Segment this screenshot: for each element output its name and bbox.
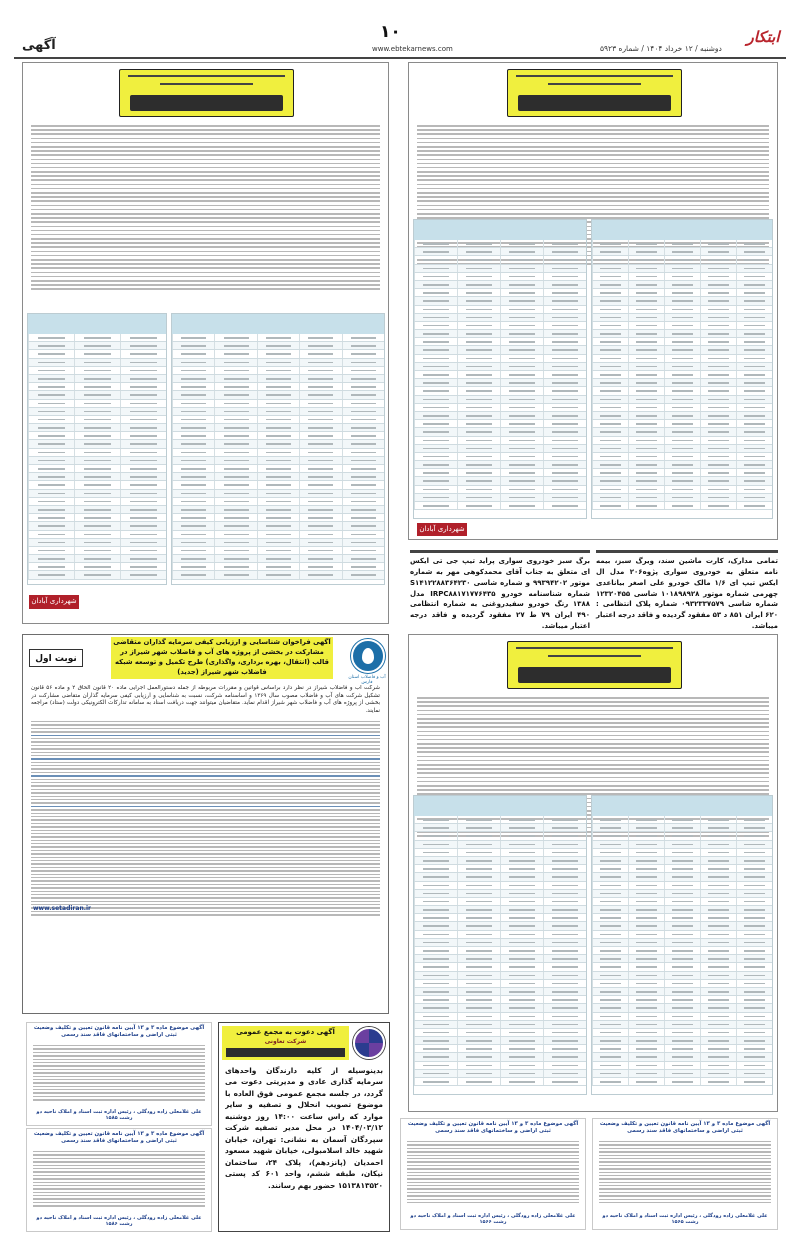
- registry-notice: [400, 1118, 586, 1230]
- table-row: [172, 531, 384, 539]
- table-row: [414, 273, 586, 281]
- table-row: [592, 477, 772, 485]
- table-row: [414, 906, 586, 914]
- table-row: [172, 465, 384, 473]
- table-row: [592, 486, 772, 494]
- table-row: [414, 363, 586, 371]
- table-row: [414, 314, 586, 322]
- registry-signature: علی غلامعلی زاده رودگلی ، رئیس اداره ثبت اسناد و املاک ناحیه دو رشت ۱۵۸۶: [36, 1215, 202, 1227]
- table-row: [414, 939, 586, 947]
- table-row: [414, 502, 586, 510]
- table-row: [592, 1029, 772, 1037]
- table-row: [592, 306, 772, 314]
- table-row: [592, 939, 772, 947]
- tender-table-right-d: [591, 795, 773, 1095]
- table-row: [592, 1062, 772, 1070]
- table-row: [592, 314, 772, 322]
- table-row: [28, 342, 166, 350]
- water-company-logo-label: آب و فاضلاب استان فارس: [348, 675, 386, 685]
- table-row: [28, 473, 166, 481]
- table-row: [414, 1013, 586, 1021]
- table-row: [414, 477, 586, 485]
- table-row: [592, 898, 772, 906]
- table-row: [414, 1021, 586, 1029]
- page-number: ۱۰: [380, 22, 401, 42]
- table-row: [592, 322, 772, 330]
- table-row: [592, 972, 772, 980]
- table-row: [28, 350, 166, 358]
- table-row: [414, 890, 586, 898]
- table-row: [414, 461, 586, 469]
- table-row: [414, 832, 586, 840]
- registry-signature: علی غلامعلی زاده رودگلی ، رئیس اداره ثبت اسناد و املاک ناحیه دو رشت ۱۵۶۶: [410, 1213, 576, 1225]
- table-row: [28, 375, 166, 383]
- table-row: [414, 996, 586, 1004]
- table-row: [414, 289, 586, 297]
- table-row: [592, 824, 772, 832]
- table-row: [592, 1053, 772, 1061]
- table-row: [592, 931, 772, 939]
- table-row: [414, 1037, 586, 1045]
- table-row: [592, 396, 772, 404]
- table-row: [592, 963, 772, 971]
- table-row: [28, 490, 166, 498]
- table-row: [592, 857, 772, 865]
- table-row: [414, 816, 586, 824]
- table-row: [172, 375, 384, 383]
- header-rule: [14, 57, 786, 59]
- table-row: [592, 330, 772, 338]
- table-row: [414, 1029, 586, 1037]
- table-row: [414, 453, 586, 461]
- table-row: [592, 988, 772, 996]
- table-row: [28, 334, 166, 342]
- table-row: [172, 432, 384, 440]
- assembly-company-logo: [353, 1027, 385, 1059]
- table-row: [172, 473, 384, 481]
- table-row: [592, 371, 772, 379]
- table-row: [28, 367, 166, 375]
- table-row: [414, 428, 586, 436]
- table-row: [592, 420, 772, 428]
- assembly-notice-header: [222, 1026, 349, 1060]
- table-row: [414, 297, 586, 305]
- table-row: [592, 832, 772, 840]
- table-row: [172, 400, 384, 408]
- table-row: [172, 334, 384, 342]
- table-row: [592, 980, 772, 988]
- table-row: [592, 849, 772, 857]
- table-row: [414, 248, 586, 256]
- table-row: [414, 898, 586, 906]
- tender-header-banner: [119, 69, 294, 117]
- table-row: [592, 1004, 772, 1012]
- table-row: [28, 481, 166, 489]
- table-row: [172, 424, 384, 432]
- table-row: [414, 240, 586, 248]
- table-row: [592, 906, 772, 914]
- table-row: [414, 355, 586, 363]
- municipality-seal: شهرداری آبادان: [29, 595, 79, 609]
- tender-table-right-a: [413, 219, 587, 519]
- registry-notice-title: آگهی موضوع ماده ۳ و ۱۳ آیین نامه قانون تعیین و تکلیف وضعیت ثبتی اراضی و ساختمانهای فاقد سند رسمی: [33, 1131, 205, 1145]
- table-row: [414, 849, 586, 857]
- vehicle-notice-2: برگ سبز خودروی سواری پراید تیپ جی تی ایکس ای متعلق به جناب آقای محمدکوهی مهر به شماره موتور ۹۹۳۹۴۲۰۲ و شماره شاسی S۱۴۱۲۲۸۸۳۶۴۲۳۰ شماره شناسنامه خودرو IRPC۸۸۱۷۱۷۷۶۴۳۵ مدل ۱۳۸۸ رنگ خودرو سفیدروغنی به شماره انتظامی ۴۹۰ ایران ۷۹ ط ۲۷ مفقود گردیده و فاقد درجه اعتبار میباشد.: [410, 550, 590, 630]
- table-row: [414, 404, 586, 412]
- table-row: [172, 563, 384, 571]
- registry-signature: علی غلامعلی زاده رودگلی ، رئیس اداره ثبت اسناد و املاک ناحیه دو رشت ۱۵۸۵: [36, 1109, 202, 1121]
- registry-notice-title: آگهی موضوع ماده ۳ و ۱۳ آیین نامه قانون تعیین و تکلیف وضعیت ثبتی اراضی و ساختمانهای فاقد سند رسمی: [599, 1121, 771, 1135]
- table-row: [414, 955, 586, 963]
- table-row: [172, 522, 384, 530]
- table-row: [28, 359, 166, 367]
- table-row: [414, 306, 586, 314]
- table-row: [172, 416, 384, 424]
- table-row: [28, 383, 166, 391]
- table-row: [172, 350, 384, 358]
- table-row: [414, 256, 586, 264]
- table-row: [28, 449, 166, 457]
- registry-notice: [26, 1128, 212, 1232]
- tender-table-right-c: [413, 795, 587, 1095]
- tender-body-text: [31, 125, 380, 305]
- table-row: [414, 865, 586, 873]
- table-row: [414, 265, 586, 273]
- table-row: [28, 408, 166, 416]
- table-row: [414, 1045, 586, 1053]
- registry-signature: علی غلامعلی زاده رودگلی ، رئیس اداره ثبت اسناد و املاک ناحیه دو رشت ۱۵۶۵: [602, 1213, 768, 1225]
- table-row: [414, 281, 586, 289]
- table-row: [414, 824, 586, 832]
- table-row: [592, 248, 772, 256]
- table-row: [592, 297, 772, 305]
- tender-notice-right-bottom: [408, 634, 778, 1112]
- water-tender-title: آگهی فراخوان شناسایی و ارزیابی کیفی سرمایه گذاران متقاضی مشارکت در بخشی از پروژه های آب و فاضلاب شهر شیراز در قالب (انتقال، بهره برداری، واگذاری) طرح تکمیل و توسعه شبکه فاضلاب شهر شیراز (جدید): [113, 638, 331, 676]
- table-row: [592, 1070, 772, 1078]
- table-row: [172, 408, 384, 416]
- table-row: [172, 571, 384, 579]
- table-row: [592, 445, 772, 453]
- table-row: [592, 437, 772, 445]
- table-row: [414, 494, 586, 502]
- tender-table-left-b: [171, 313, 385, 585]
- table-row: [592, 428, 772, 436]
- table-row: [414, 445, 586, 453]
- table-row: [172, 481, 384, 489]
- table-row: [414, 873, 586, 881]
- table-row: [414, 947, 586, 955]
- table-row: [592, 1013, 772, 1021]
- table-row: [592, 1021, 772, 1029]
- table-row: [414, 914, 586, 922]
- table-row: [414, 1053, 586, 1061]
- table-row: [592, 379, 772, 387]
- table-row: [592, 412, 772, 420]
- table-row: [28, 432, 166, 440]
- table-row: [28, 547, 166, 555]
- water-company-logo: [351, 639, 385, 673]
- table-row: [172, 506, 384, 514]
- table-row: [592, 289, 772, 297]
- table-row: [592, 890, 772, 898]
- table-row: [172, 547, 384, 555]
- table-row: [172, 498, 384, 506]
- section-title: آگهی: [22, 38, 56, 53]
- table-row: [28, 400, 166, 408]
- table-row: [28, 571, 166, 579]
- table-row: [592, 996, 772, 1004]
- table-row: [172, 383, 384, 391]
- table-row: [414, 412, 586, 420]
- table-row: [28, 416, 166, 424]
- table-row: [28, 506, 166, 514]
- table-row: [28, 555, 166, 563]
- tender-header-banner: [507, 69, 682, 117]
- masthead: [0, 0, 800, 60]
- registry-notice: [26, 1022, 212, 1126]
- table-row: [592, 256, 772, 264]
- table-row: [28, 522, 166, 530]
- table-row: [414, 338, 586, 346]
- table-row: [172, 391, 384, 399]
- tender-notice-left: [22, 62, 389, 624]
- table-row: [414, 1070, 586, 1078]
- tender-notice-right-top: [408, 62, 778, 540]
- table-row: [28, 498, 166, 506]
- table-row: [172, 539, 384, 547]
- newspaper-logo: ابتکار: [746, 28, 780, 46]
- table-row: [592, 873, 772, 881]
- registry-notice-title: آگهی موضوع ماده ۳ و ۱۳ آیین نامه قانون تعیین و تکلیف وضعیت ثبتی اراضی و ساختمانهای فاقد سند رسمی: [407, 1121, 579, 1135]
- table-row: [592, 841, 772, 849]
- table-row: [414, 322, 586, 330]
- table-row: [28, 440, 166, 448]
- first-notice-badge: نوبت اول: [29, 649, 83, 667]
- table-row: [592, 240, 772, 248]
- table-row: [172, 457, 384, 465]
- table-row: [592, 502, 772, 510]
- table-row: [172, 514, 384, 522]
- table-row: [592, 882, 772, 890]
- website-url[interactable]: www.ebtekarnews.com: [372, 45, 453, 53]
- table-row: [414, 1078, 586, 1086]
- assembly-notice-subtitle: شرکت تعاونی: [264, 1038, 307, 1045]
- table-row: [28, 539, 166, 547]
- table-row: [414, 882, 586, 890]
- table-row: [172, 555, 384, 563]
- table-row: [414, 437, 586, 445]
- table-row: [414, 387, 586, 395]
- vehicle-notice-1: تمامی مدارک، کارت ماشین سند، ویرگ سبز، بیمه نامه متعلق به خودروی سواری پژوه۲۰۶ مدل ال ایکس تیپ ای ۱/۶ مالک خودرو علی اصغر بیاناعدی چهرمی شماره موتور ۱۰۱۸۹۸۹۲۸ شاسی ۱۲۳۲۰۴۵۵ شماره شاسی ۰۹۳۲۳۳۷۵۷۹ شماره پلاک انتظامی : ۶۲۰ ایران ۸۵۱ د ۵۳ مفقود گردیده و فاقد درجه اعتبار میباشد.: [596, 550, 778, 630]
- table-row: [28, 465, 166, 473]
- table-row: [414, 371, 586, 379]
- table-row: [414, 1062, 586, 1070]
- tender-header-banner: [507, 641, 682, 689]
- table-row: [592, 1045, 772, 1053]
- tender-table-right-b: [591, 219, 773, 519]
- table-row: [414, 931, 586, 939]
- water-tender-notice: [22, 634, 389, 1014]
- table-row: [414, 346, 586, 354]
- municipality-seal: شهرداری آبادان: [417, 523, 467, 536]
- table-row: [592, 1037, 772, 1045]
- table-row: [172, 359, 384, 367]
- table-row: [172, 449, 384, 457]
- table-row: [592, 461, 772, 469]
- table-row: [414, 988, 586, 996]
- table-row: [414, 469, 586, 477]
- table-row: [414, 379, 586, 387]
- registry-notice-title: آگهی موضوع ماده ۳ و ۱۳ آیین نامه قانون تعیین و تکلیف وضعیت ثبتی اراضی و ساختمانهای فاقد سند رسمی: [33, 1025, 205, 1039]
- table-row: [592, 914, 772, 922]
- table-row: [592, 355, 772, 363]
- table-row: [592, 922, 772, 930]
- table-row: [28, 514, 166, 522]
- table-row: [414, 1004, 586, 1012]
- table-row: [592, 955, 772, 963]
- table-row: [414, 486, 586, 494]
- table-row: [592, 363, 772, 371]
- table-row: [28, 391, 166, 399]
- table-row: [414, 857, 586, 865]
- table-row: [592, 265, 772, 273]
- table-row: [592, 281, 772, 289]
- table-row: [414, 396, 586, 404]
- table-row: [28, 457, 166, 465]
- table-row: [592, 338, 772, 346]
- table-row: [414, 841, 586, 849]
- table-row: [592, 404, 772, 412]
- table-row: [592, 346, 772, 354]
- table-row: [28, 424, 166, 432]
- water-tender-body-text: [31, 721, 380, 1007]
- assembly-notice: [218, 1022, 390, 1232]
- table-row: [414, 330, 586, 338]
- assembly-notice-body: بدینوسیله از کلیه دارندگان واحدهای سرمایه گذاری عادی و مدیریتی دعوت می گردد، در جلسه مجمع عمومی فوق العاده با موضوع تصویب انحلال و تصفیه و سایر موارد که راس ساعت ۱۴:۰۰ روز دوشنبه ۱۴۰۴/۰۳/۱۲ در محل مدیر تصفیه شرکت سپردگان آسمان به نشانی: تهران، خیابان شهید خالد اسلامبولی، خیابان شهید مسعود احمدیان (پانزدهم)، پلاک ۲۴، ساختمان نیکان، طبقه ششم، واحد ۶۰۱ کد پستی ۱۵۱۳۸۱۳۵۲۰ حضور بهم رسانند.: [225, 1066, 383, 1190]
- table-row: [414, 980, 586, 988]
- table-row: [592, 816, 772, 824]
- table-row: [592, 469, 772, 477]
- table-row: [172, 440, 384, 448]
- table-row: [172, 490, 384, 498]
- table-row: [592, 387, 772, 395]
- table-row: [592, 865, 772, 873]
- table-row: [172, 342, 384, 350]
- table-row: [28, 531, 166, 539]
- table-row: [592, 494, 772, 502]
- registry-notice: [592, 1118, 778, 1230]
- water-tender-intro: شرکت آب و فاضلاب شیراز در نظر دارد براساس قوانین و مقررات مربوطه از جمله دستورالعمل اجرایی ماده ۲۰ قانون الحاق ۲ و ماده ۵۶ قانون تشکیل شرکت های آب و فاضلاب مصوب سال ۱۳۶۹ و اساسنامه شرکت، نسبت به شناسایی و ارزیابی کیفی سرمایه گذاران متقاضی مشارکت در بخشی از پروژه های آب و فاضلاب شهر شیراز اقدام نماید. متقاضیان میتوانند جهت دریافت اسناد به سامانه تدارکات الکترونیکی دولت (ستاد) مراجعه نمایند.: [31, 685, 380, 714]
- table-row: [414, 922, 586, 930]
- table-row: [28, 563, 166, 571]
- table-row: [414, 972, 586, 980]
- table-row: [414, 963, 586, 971]
- tender-table-left-a: [27, 313, 167, 585]
- table-row: [414, 420, 586, 428]
- setad-website[interactable]: www.setadiran.ir: [33, 905, 92, 912]
- table-row: [592, 453, 772, 461]
- table-row: [592, 1078, 772, 1086]
- table-row: [172, 367, 384, 375]
- table-row: [592, 273, 772, 281]
- table-row: [592, 947, 772, 955]
- issue-date: دوشنبه / ۱۲ خرداد ۱۴۰۴ / شماره ۵۹۲۳: [600, 44, 722, 53]
- assembly-notice-title: آگهی دعوت به مجمع عمومی: [236, 1028, 335, 1036]
